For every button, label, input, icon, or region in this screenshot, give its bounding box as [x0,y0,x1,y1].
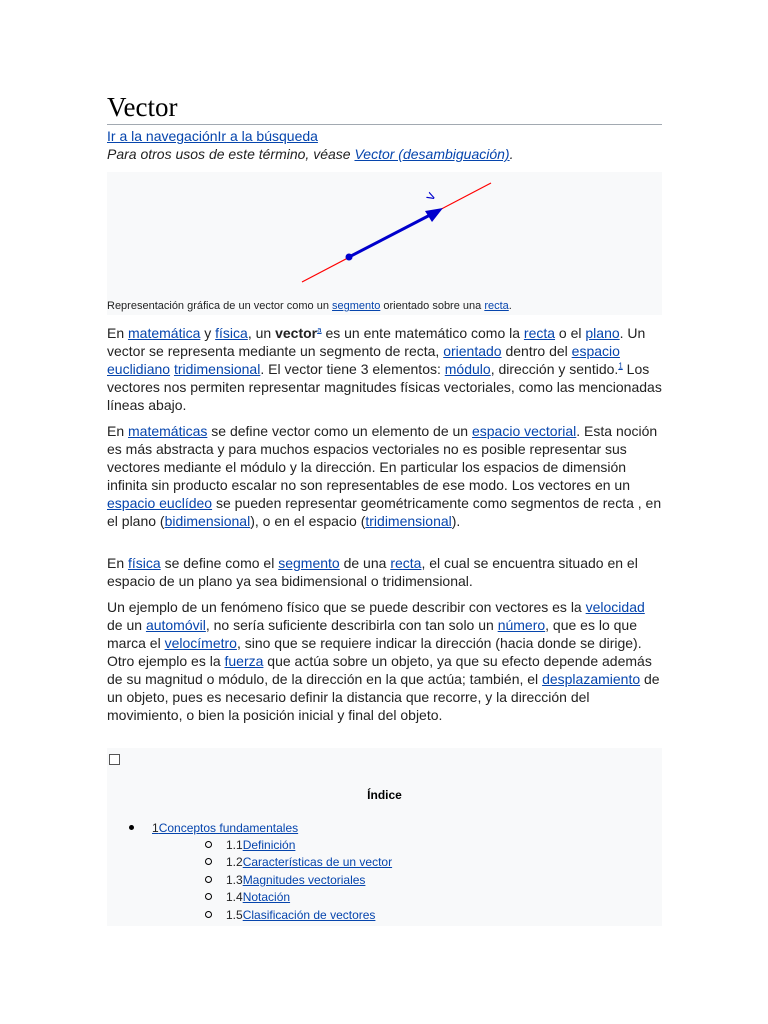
toc-item-number: 1 [152,821,159,835]
text-run: , dirección y sentido. [490,361,619,377]
reference-link[interactable]: a [317,325,322,335]
wiki-link[interactable]: número [497,617,546,633]
circle-bullet-icon [205,893,212,900]
wiki-link[interactable]: tridimensional [173,361,261,377]
wiki-link[interactable]: módulo [444,361,491,377]
circle-bullet-icon [205,858,212,865]
text-run: . El vector tiene 3 elementos: [260,361,445,377]
wiki-link[interactable]: fuerza [224,653,264,669]
text-run: Los vectores nos permiten representar magnitudes físicas vectoriales, como las mencionadas líneas abajo. [107,361,662,413]
text-run: , un [247,325,276,341]
reference-link[interactable]: 1 [618,361,623,371]
wiki-link[interactable]: tridimensional [365,513,452,529]
text-run: dentro del [501,343,572,359]
wiki-link[interactable]: recta [523,325,556,341]
wiki-link[interactable]: espacio vectorial [471,423,577,439]
text-run: se pueden representar geométricamente como segmentos de recta , en el plano ( [107,495,662,529]
wiki-link[interactable]: matemáticas [128,423,208,439]
text-run: y [200,325,216,341]
wiki-link[interactable]: velocímetro [164,635,237,651]
paragraph-physics [107,554,662,590]
text-run: , que es lo que marca el [107,617,638,651]
text-run: es un ente matemático como la [321,325,524,341]
page-title: Vector [107,92,178,122]
caption-text: Representación gráfica de un vector como un [107,300,333,312]
text-run: de un [107,617,146,633]
wiki-link[interactable]: matemática [128,325,201,341]
vector-arrowhead [425,208,443,222]
text-run: se define como el [160,555,279,571]
disambiguation-link[interactable]: Vector (desambiguación) [354,146,510,162]
text-run: . Un vector se representa mediante un segmento de recta, [107,325,646,359]
toc-subitem[interactable] [205,873,365,887]
wiki-link[interactable]: espacio euclídeo [107,495,213,511]
wiki-link[interactable]: velocidad [585,599,645,615]
vector-origin-point [346,254,353,261]
caption-text-end: . [508,300,512,312]
toc-item-label: Conceptos fundamentales [158,821,299,835]
wiki-link[interactable]: orientado [443,343,502,359]
text-run: . Esta noción es más abstracta y para muchos espacios vectoriales no es posible representar sus vectores mediante el módulo y la dirección. En particular los espacios de dimensión infinita sin producto escalar no son representables de ese modo. Los vectores en un [107,423,658,493]
caption-text-mid: orientado sobre una [380,300,485,312]
toc-subitem-label: Características de un vector [242,855,393,869]
bullet-icon [129,825,134,830]
hatnote-text: Para otros usos de este término, véase [107,146,355,162]
wiki-link[interactable]: plano [585,325,620,341]
paragraph-example [107,598,662,724]
hatnote [107,146,513,163]
wiki-link[interactable]: espacio euclidiano [107,343,620,377]
nav-links [107,128,318,145]
toc-subitem-label: Clasificación de vectores [242,908,376,922]
text-run: , no sería suficiente describirla con tan solo un [205,617,498,633]
text-run: , el cual se encuentra situado en el espacio de un plano ya sea bidimensional o tridimensional. [107,555,638,589]
circle-bullet-icon [205,841,212,848]
vector-label: v [421,189,439,203]
bold-term: vector [275,325,318,341]
text-run: de una [339,555,391,571]
toc-subitem[interactable] [205,855,392,869]
circle-bullet-icon [205,911,212,918]
toc-subitem-number: 1.2 [226,855,243,869]
toc-toggle-checkbox[interactable] [109,754,120,765]
text-run: ). [451,513,461,529]
toc-item[interactable] [129,821,298,835]
wiki-link[interactable]: recta [390,555,422,571]
toc-subitem-number: 1.1 [226,838,243,852]
text-run: En [107,555,129,571]
caption-recta-link[interactable]: recta [484,300,509,312]
text-run: En [107,423,129,439]
toc-title: Índice [367,788,402,802]
toc-subitem-number: 1.4 [226,890,243,904]
table-of-contents [107,748,662,926]
circle-bullet-icon [205,876,212,883]
paragraph-math [107,422,662,530]
text-run: de un objeto, pues es necesario definir la distancia que recorre, y la dirección del movimiento, o bien la posición inicial y final del objeto. [107,671,660,723]
text-run: En [107,325,129,341]
caption-segmento-link[interactable]: segmento [332,300,381,312]
toc-subitem-number: 1.5 [226,908,243,922]
toc-subitem[interactable] [205,838,295,852]
text-run: ), o en el espacio ( [250,513,366,529]
jump-to-navigation-link[interactable]: Ir a la navegaciónIr a la búsqueda [107,128,318,144]
text-run: que actúa sobre un objeto, ya que su efecto depende además de su magnitud o módulo, de la dirección en la que actúa; también, el [107,653,652,687]
toc-subitem-number: 1.3 [226,873,243,887]
vector-diagram[interactable] [107,172,662,297]
wiki-link[interactable]: bidimensional [164,513,251,529]
toc-subitem-label: Magnitudes vectoriales [242,873,366,887]
figure-caption [107,299,512,313]
text-run: , sino que se requiere indicar la dirección (hacia donde se dirige). Otro ejemplo es la [107,635,642,669]
wiki-link[interactable]: física [128,555,161,571]
text-run: se define vector como un elemento de un [207,423,472,439]
toc-subitem[interactable] [205,908,375,922]
title-divider [107,124,662,125]
vector-arrow-shaft [349,214,432,257]
text-run: Un ejemplo de un fenómeno físico que se puede describir con vectores es la [107,599,586,615]
wiki-link[interactable]: segmento [278,555,340,571]
wiki-link[interactable]: desplazamiento [542,671,641,687]
toc-subitem[interactable] [205,890,290,904]
hatnote-end: . [509,146,514,162]
text-run: o el [555,325,586,341]
vector-figure [107,172,662,315]
wiki-link[interactable]: automóvil [145,617,206,633]
paragraph-intro [107,324,662,414]
wiki-link[interactable]: física [215,325,248,341]
toc-subitem-label: Notación [242,890,291,904]
toc-subitem-label: Definición [242,838,296,852]
